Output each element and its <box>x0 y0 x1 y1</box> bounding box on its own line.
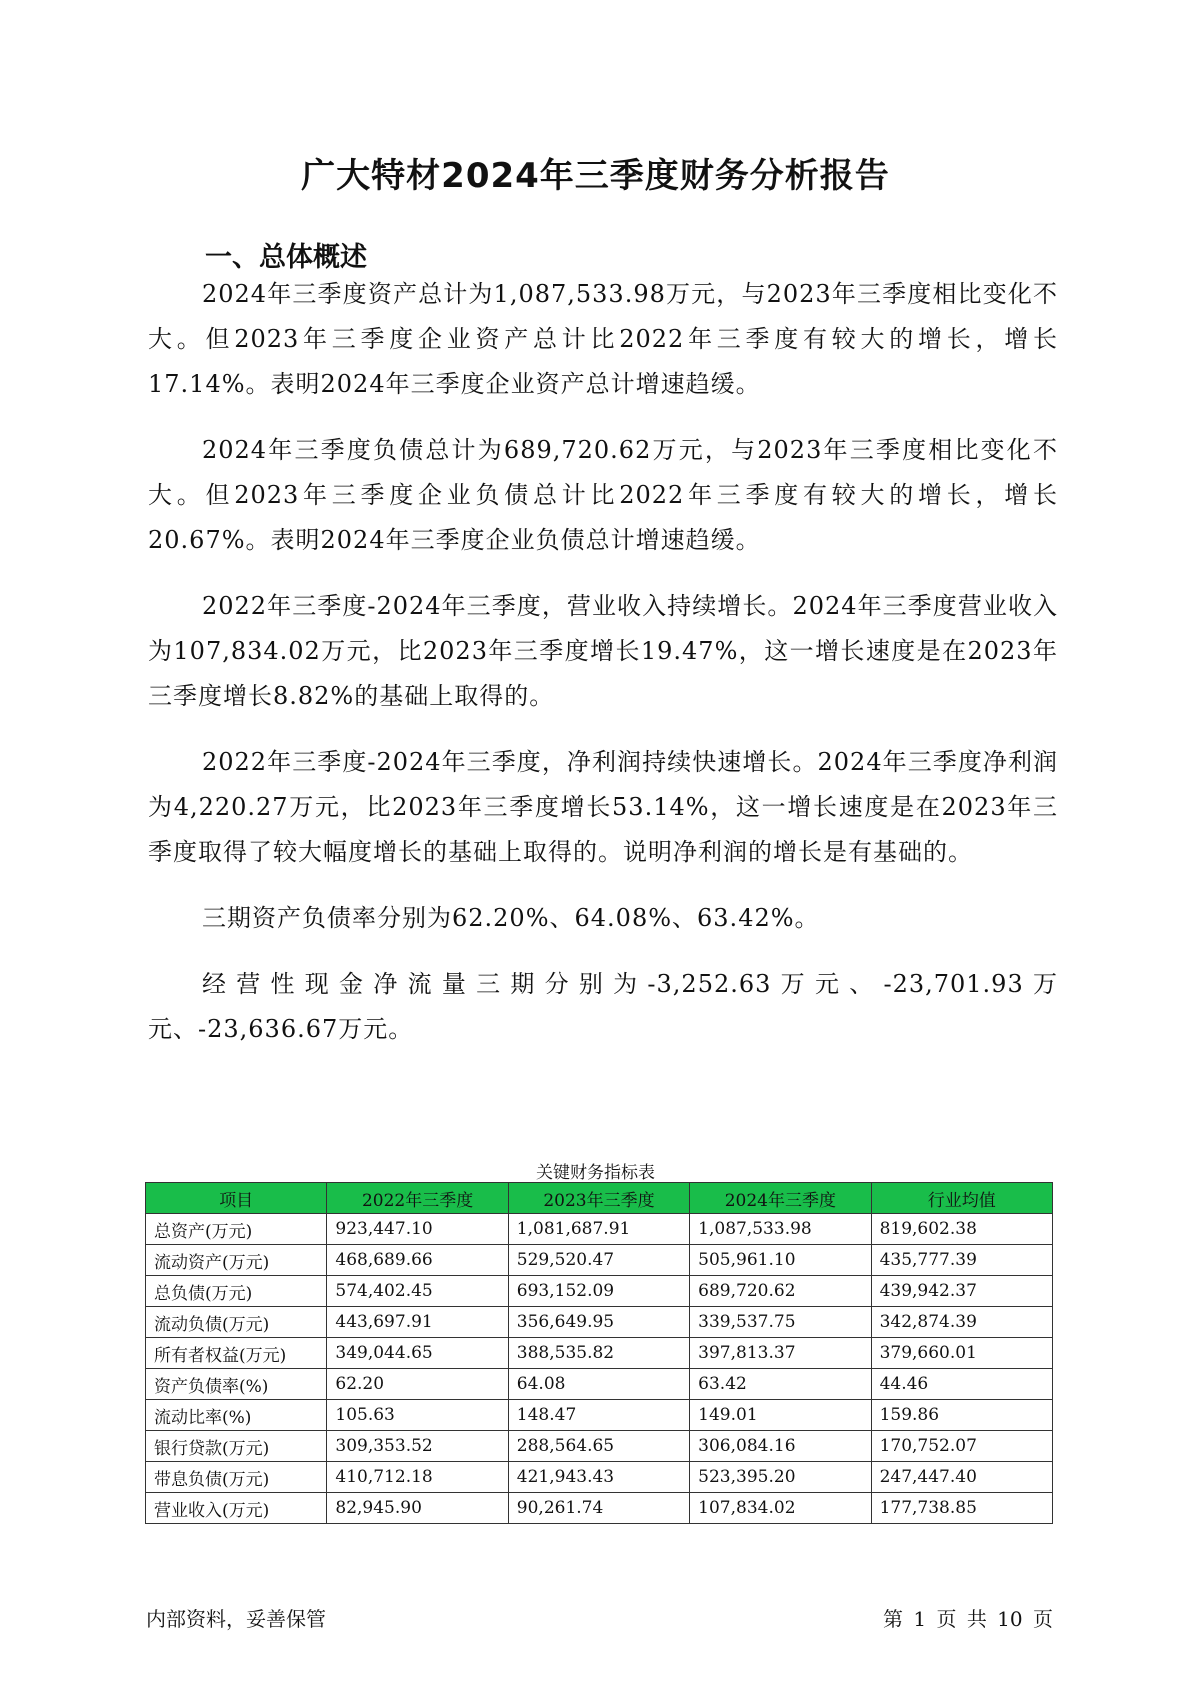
table-row <box>146 1493 1053 1524</box>
table-row <box>146 1400 1053 1431</box>
table-cell: 693,152.09 <box>508 1276 689 1307</box>
section-heading: 一、总体概述 <box>205 242 367 273</box>
row-label: 资产负债率(%) <box>146 1369 327 1400</box>
table-cell: 468,689.66 <box>327 1245 508 1276</box>
table-cell: 1,081,687.91 <box>508 1214 689 1245</box>
table-cell: 107,834.02 <box>690 1493 871 1524</box>
table-cell: 177,738.85 <box>871 1493 1052 1524</box>
table-cell: 62.20 <box>327 1369 508 1400</box>
table-cell: 421,943.43 <box>508 1462 689 1493</box>
row-label: 流动比率(%) <box>146 1400 327 1431</box>
paragraph-debt-ratio: 三期资产负债率分别为62.20%、64.08%、63.42%。 <box>202 904 820 932</box>
header-item: 项目 <box>146 1183 327 1214</box>
table-cell: 410,712.18 <box>327 1462 508 1493</box>
header-2023q3: 2023年三季度 <box>508 1183 689 1214</box>
table-cell: 529,520.47 <box>508 1245 689 1276</box>
row-label: 银行贷款(万元) <box>146 1431 327 1462</box>
header-2022q3: 2022年三季度 <box>327 1183 508 1214</box>
table-cell: 1,087,533.98 <box>690 1214 871 1245</box>
table-cell: 574,402.45 <box>327 1276 508 1307</box>
row-label: 带息负债(万元) <box>146 1462 327 1493</box>
table-cell: 339,537.75 <box>690 1307 871 1338</box>
paragraph-cash-flow: 经营性现金净流量三期分别为-3,252.63万元、-23,701.93万元、-23,636.67万元。 <box>148 970 1058 1043</box>
table-cell: 689,720.62 <box>690 1276 871 1307</box>
row-label: 总负债(万元) <box>146 1276 327 1307</box>
body-text <box>148 272 1058 1073</box>
table-header-row <box>146 1183 1053 1214</box>
table-cell: 523,395.20 <box>690 1462 871 1493</box>
paragraph-liabilities: 2024年三季度负债总计为689,720.62万元，与2023年三季度相比变化不大。但2023年三季度企业负债总计比2022年三季度有较大的增长，增长20.67%。表明2024年三季度企业负债总计增速趋缓。 <box>148 436 1058 554</box>
footer-confidential-note: 内部资料，妥善保管 <box>146 1607 326 1631</box>
table-cell: 288,564.65 <box>508 1431 689 1462</box>
table-cell: 356,649.95 <box>508 1307 689 1338</box>
footer-page-number: 第 1 页 共 10 页 <box>883 1607 1053 1631</box>
paragraph-assets: 2024年三季度资产总计为1,087,533.98万元，与2023年三季度相比变化不大。但2023年三季度企业资产总计比2022年三季度有较大的增长，增长17.14%。表明2024年三季度企业资产总计增速趋缓。 <box>148 280 1058 398</box>
table-cell: 105.63 <box>327 1400 508 1431</box>
table-row <box>146 1307 1053 1338</box>
page-title: 广大特材2024年三季度财务分析报告 <box>301 156 890 196</box>
table-row <box>146 1245 1053 1276</box>
table-cell: 505,961.10 <box>690 1245 871 1276</box>
table-cell: 149.01 <box>690 1400 871 1431</box>
header-industry-average: 行业均值 <box>871 1183 1052 1214</box>
table-cell: 439,942.37 <box>871 1276 1052 1307</box>
table-cell: 309,353.52 <box>327 1431 508 1462</box>
row-label: 总资产(万元) <box>146 1214 327 1245</box>
header-2024q3: 2024年三季度 <box>690 1183 871 1214</box>
row-label: 流动负债(万元) <box>146 1307 327 1338</box>
table-cell: 388,535.82 <box>508 1338 689 1369</box>
table-row <box>146 1214 1053 1245</box>
table-cell: 923,447.10 <box>327 1214 508 1245</box>
table-cell: 90,261.74 <box>508 1493 689 1524</box>
table-cell: 349,044.65 <box>327 1338 508 1369</box>
table-row <box>146 1276 1053 1307</box>
table-cell: 397,813.37 <box>690 1338 871 1369</box>
table-cell: 64.08 <box>508 1369 689 1400</box>
table-row <box>146 1431 1053 1462</box>
table-cell: 148.47 <box>508 1400 689 1431</box>
table-cell: 342,874.39 <box>871 1307 1052 1338</box>
paragraph-net-profit: 2022年三季度-2024年三季度，净利润持续快速增长。2024年三季度净利润为4,220.27万元，比2023年三季度增长53.14%，这一增长速度是在2023年三季度取得了较大幅度增长的基础上取得的。说明净利润的增长是有基础的。 <box>148 748 1058 866</box>
table-cell: 170,752.07 <box>871 1431 1052 1462</box>
table-row <box>146 1369 1053 1400</box>
table-caption: 关键财务指标表 <box>536 1163 655 1183</box>
table-cell: 435,777.39 <box>871 1245 1052 1276</box>
row-label: 流动资产(万元) <box>146 1245 327 1276</box>
key-financial-metrics-table <box>145 1182 1053 1524</box>
table-row <box>146 1462 1053 1493</box>
table-cell: 443,697.91 <box>327 1307 508 1338</box>
table-cell: 44.46 <box>871 1369 1052 1400</box>
paragraph-revenue: 2022年三季度-2024年三季度，营业收入持续增长。2024年三季度营业收入为107,834.02万元，比2023年三季度增长19.47%，这一增长速度是在2023年三季度增长8.82%的基础上取得的。 <box>148 592 1058 710</box>
table-cell: 247,447.40 <box>871 1462 1052 1493</box>
table-cell: 379,660.01 <box>871 1338 1052 1369</box>
table-cell: 63.42 <box>690 1369 871 1400</box>
table-row <box>146 1338 1053 1369</box>
row-label: 营业收入(万元) <box>146 1493 327 1524</box>
table-cell: 819,602.38 <box>871 1214 1052 1245</box>
table-cell: 306,084.16 <box>690 1431 871 1462</box>
row-label: 所有者权益(万元) <box>146 1338 327 1369</box>
table-cell: 159.86 <box>871 1400 1052 1431</box>
table-cell: 82,945.90 <box>327 1493 508 1524</box>
